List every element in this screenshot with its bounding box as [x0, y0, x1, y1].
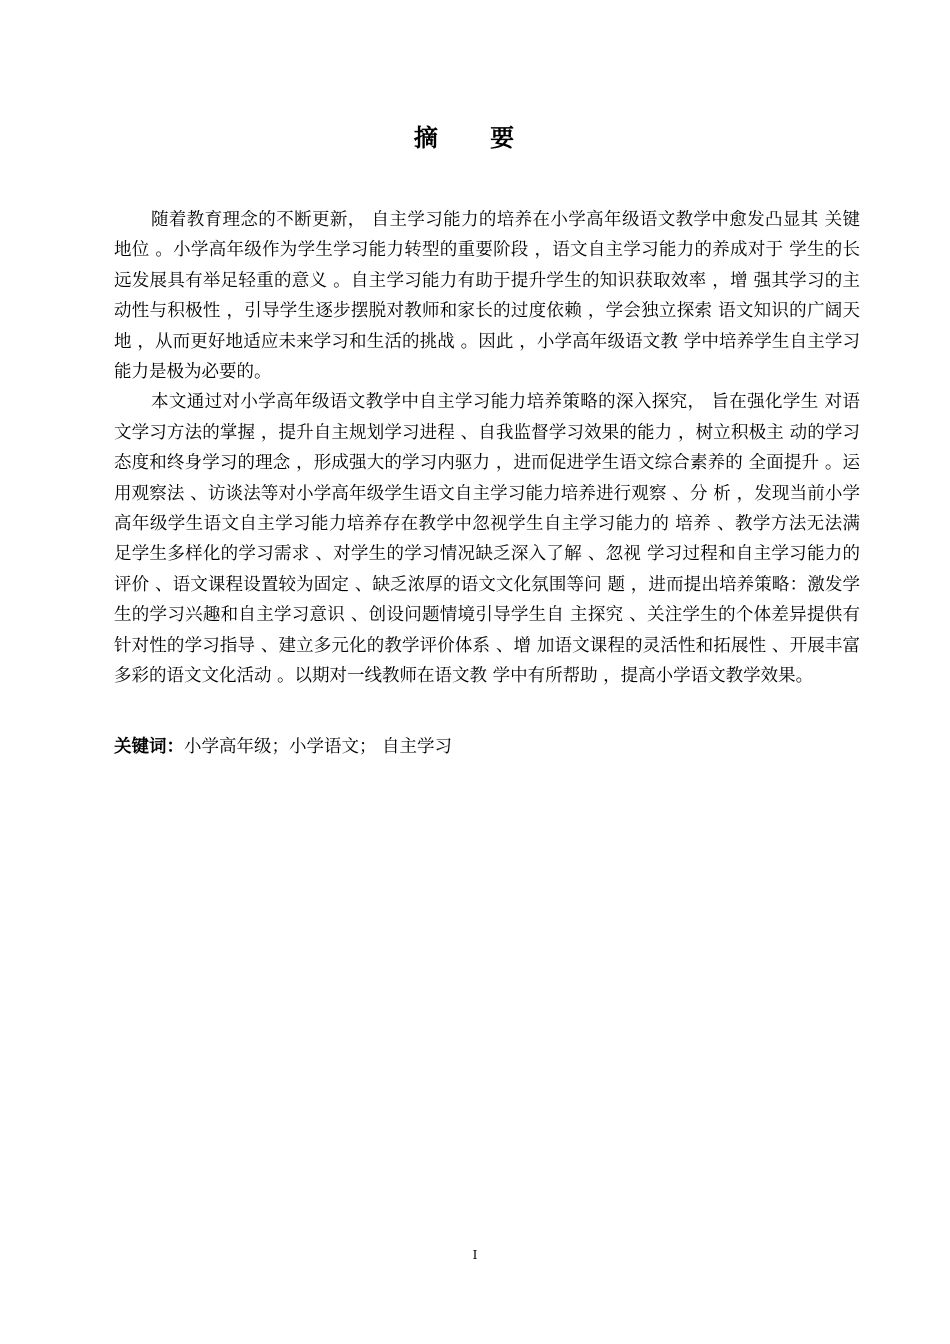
abstract-paragraph-1: 随着教育理念的不断更新， 自主学习能力的培养在小学高年级语文教学中愈发凸显其 关键地位 。小学高年级作为学生学习能力转型的重要阶段 ，语文自主学习能力的养成对于 学生的长远发展具有举足轻重的意义 。自主学习能力有助于提升学生的知识获取效率 ，增 强其学习的主动性与积极性 ，引导学生逐步摆脱对教师和家长的过度依赖 ，学会独立探索 语文知识的广阔天地 ，从而更好地适应未来学习和生活的挑战 。因此 ，小学高年级语文教 学中培养学生自主学习能力是极为必要的。 — [114, 210, 860, 383]
abstract-title: 摘 要 — [413, 124, 537, 152]
abstract-body — [114, 205, 860, 692]
keywords-line — [114, 733, 860, 761]
keywords-value: 小学高年级；小学语文； 自主学习 — [184, 737, 453, 757]
keywords-label: 关键词： — [114, 737, 184, 757]
page-number: I — [472, 1248, 478, 1262]
abstract-paragraph-2: 本文通过对小学高年级语文教学中自主学习能力培养策略的深入探究， 旨在强化学生 对语文学习方法的掌握 ，提升自主规划学习进程 、自我监督学习效果的能力 ，树立积极主 动的学习态度和终身学习的理念 ，形成强大的学习内驱力 ，进而促进学生语文综合素养的 全面提升 。运用观察法 、访谈法等对小学高年级学生语文自主学习能力培养进行观察 、分 析 ，发现当前小学高年级学生语文自主学习能力培养存在教学中忽视学生自主学习能力的 培养 、教学方法无法满足学生多样化的学习需求 、对学生的学习情况缺乏深入了解 、忽视 学习过程和自主学习能力的评价 、语文课程设置较为固定 、缺乏浓厚的语文文化氛围等问 题 ，进而提出培养策略：激发学生的学习兴趣和自主学习意识 、创设问题情境引导学生自 主探究 、关注学生的个体差异提供有针对性的学习指导 、建立多元化的教学评价体系 、增 加语文课程的灵活性和拓展性 、开展丰富多彩的语文文化活动 。以期对一线教师在语文教 学中有所帮助 ，提高小学语文教学效果。 — [114, 392, 860, 687]
